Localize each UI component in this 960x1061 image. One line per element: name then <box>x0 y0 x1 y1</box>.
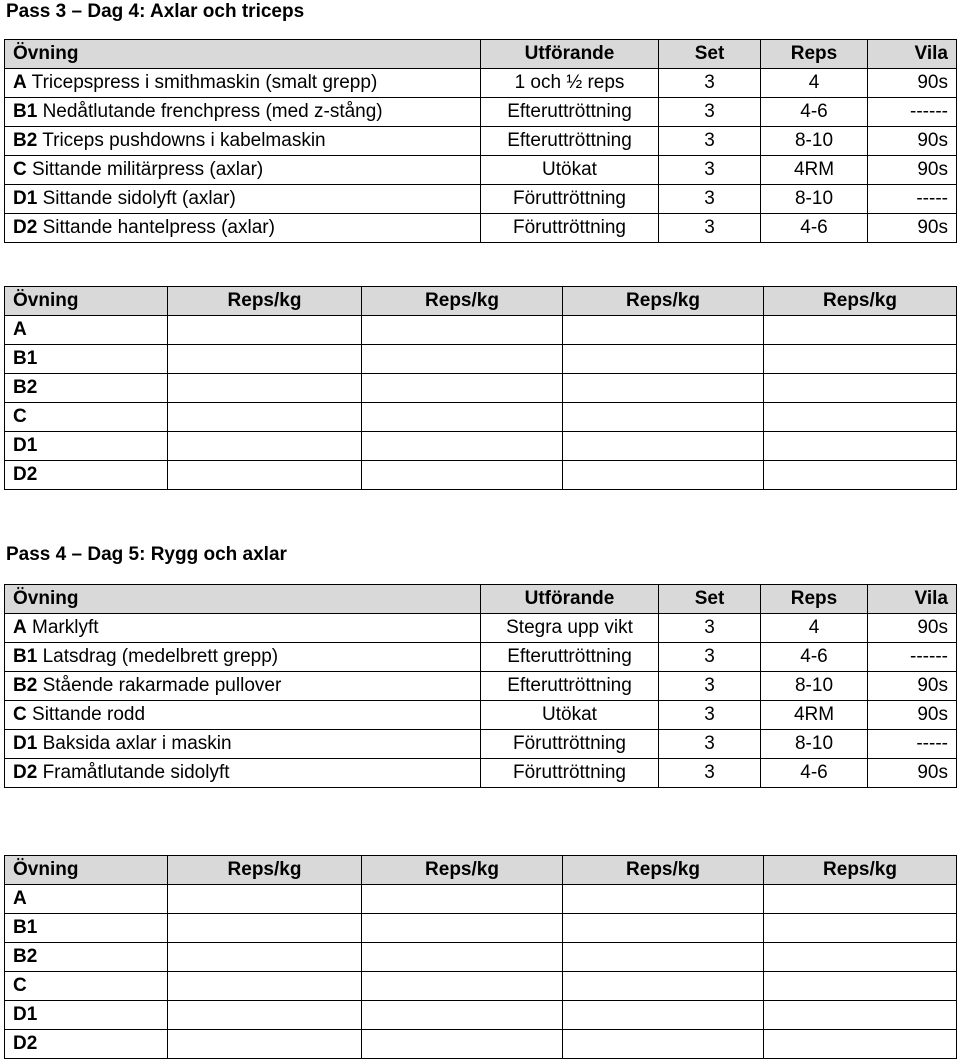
header-exercise: Övning <box>5 856 168 885</box>
log-cell[interactable] <box>764 345 957 374</box>
exercise-code: B1 <box>5 345 168 374</box>
exercise-cell <box>5 69 481 98</box>
log-cell[interactable] <box>168 1030 362 1059</box>
table-header-row <box>5 585 957 614</box>
exercise-cell <box>5 672 481 701</box>
reps-cell: 8-10 <box>761 127 868 156</box>
method-cell: Efteruttröttning <box>481 98 659 127</box>
exercise-name: Triceps pushdowns i kabelmaskin <box>42 130 326 151</box>
exercise-cell <box>5 759 481 788</box>
header-reps-kg: Reps/kg <box>168 287 362 316</box>
sets-cell: 3 <box>659 730 761 759</box>
exercise-code: D2 <box>5 1030 168 1059</box>
exercise-code: B2 <box>5 943 168 972</box>
log-cell[interactable] <box>563 374 764 403</box>
method-cell: Föruttröttning <box>481 185 659 214</box>
exercise-name: Sittande sidolyft (axlar) <box>42 188 236 209</box>
log-cell[interactable] <box>362 316 563 345</box>
table-row <box>5 461 957 490</box>
header-rest: Vila <box>868 585 957 614</box>
header-method: Utförande <box>481 40 659 69</box>
pass3-log-table <box>4 286 957 490</box>
reps-cell: 4 <box>761 614 868 643</box>
log-cell[interactable] <box>563 885 764 914</box>
sets-cell: 3 <box>659 614 761 643</box>
sets-cell: 3 <box>659 98 761 127</box>
method-cell: 1 och ½ reps <box>481 69 659 98</box>
exercise-name: Stående rakarmade pullover <box>42 675 282 696</box>
log-cell[interactable] <box>168 374 362 403</box>
exercise-name: Framåtlutande sidolyft <box>42 762 230 783</box>
table-row <box>5 701 957 730</box>
exercise-code: D2 <box>5 461 168 490</box>
exercise-name: Marklyft <box>32 617 99 638</box>
log-cell[interactable] <box>362 914 563 943</box>
log-cell[interactable] <box>563 972 764 1001</box>
header-rest: Vila <box>868 40 957 69</box>
exercise-code: D1 <box>5 1001 168 1030</box>
sets-cell: 3 <box>659 701 761 730</box>
log-cell[interactable] <box>168 403 362 432</box>
log-cell[interactable] <box>764 972 957 1001</box>
rest-cell: ----- <box>868 185 957 214</box>
table-row <box>5 403 957 432</box>
log-cell[interactable] <box>764 461 957 490</box>
rest-cell: ----- <box>868 730 957 759</box>
exercise-code: C <box>13 704 27 725</box>
method-cell: Efteruttröttning <box>481 643 659 672</box>
table-row <box>5 759 957 788</box>
exercise-code: D1 <box>13 188 38 209</box>
log-cell[interactable] <box>168 885 362 914</box>
table-row <box>5 127 957 156</box>
table-row <box>5 374 957 403</box>
header-exercise: Övning <box>5 40 481 69</box>
method-cell: Föruttröttning <box>481 214 659 243</box>
log-cell[interactable] <box>168 914 362 943</box>
reps-cell: 4-6 <box>761 214 868 243</box>
exercise-code: B2 <box>13 130 38 151</box>
exercise-code: D1 <box>13 733 38 754</box>
log-cell[interactable] <box>168 972 362 1001</box>
header-reps-kg: Reps/kg <box>362 856 563 885</box>
reps-cell: 8-10 <box>761 185 868 214</box>
table-row <box>5 972 957 1001</box>
sets-cell: 3 <box>659 672 761 701</box>
table-row <box>5 672 957 701</box>
exercise-code: B1 <box>13 101 38 122</box>
pass3-exercise-table <box>4 39 957 243</box>
exercise-name: Tricepspress i smithmaskin (smalt grepp) <box>31 72 378 93</box>
exercise-code: D2 <box>13 762 38 783</box>
rest-cell: ------ <box>868 98 957 127</box>
header-exercise: Övning <box>5 585 481 614</box>
header-method: Utförande <box>481 585 659 614</box>
exercise-code: B2 <box>5 374 168 403</box>
log-cell[interactable] <box>563 461 764 490</box>
header-sets: Set <box>659 40 761 69</box>
table-row <box>5 214 957 243</box>
log-cell[interactable] <box>168 345 362 374</box>
exercise-cell <box>5 701 481 730</box>
log-cell[interactable] <box>563 943 764 972</box>
table-row <box>5 345 957 374</box>
log-cell[interactable] <box>362 432 563 461</box>
header-reps: Reps <box>761 40 868 69</box>
log-cell[interactable] <box>362 885 563 914</box>
rest-cell: 90s <box>868 127 957 156</box>
reps-cell: 4RM <box>761 701 868 730</box>
header-reps-kg: Reps/kg <box>764 287 957 316</box>
log-cell[interactable] <box>764 1001 957 1030</box>
log-cell[interactable] <box>563 316 764 345</box>
rest-cell: 90s <box>868 672 957 701</box>
exercise-name: Nedåtlutande frenchpress (med z-stång) <box>42 101 383 122</box>
exercise-code: D1 <box>5 432 168 461</box>
exercise-code: C <box>5 403 168 432</box>
header-reps-kg: Reps/kg <box>764 856 957 885</box>
log-cell[interactable] <box>168 432 362 461</box>
rest-cell: 90s <box>868 156 957 185</box>
log-cell[interactable] <box>168 461 362 490</box>
exercise-cell <box>5 185 481 214</box>
sets-cell: 3 <box>659 759 761 788</box>
header-sets: Set <box>659 585 761 614</box>
table-row <box>5 316 957 345</box>
table-row <box>5 643 957 672</box>
exercise-code: B2 <box>13 675 38 696</box>
reps-cell: 4 <box>761 69 868 98</box>
log-cell[interactable] <box>563 432 764 461</box>
method-cell: Utökat <box>481 701 659 730</box>
pass4-exercise-table <box>4 584 957 788</box>
table-header-row <box>5 40 957 69</box>
table-row <box>5 730 957 759</box>
exercise-cell <box>5 98 481 127</box>
table-row <box>5 185 957 214</box>
log-cell[interactable] <box>362 1001 563 1030</box>
rest-cell: 90s <box>868 701 957 730</box>
table-row <box>5 1001 957 1030</box>
exercise-cell <box>5 643 481 672</box>
log-cell[interactable] <box>563 345 764 374</box>
exercise-code: A <box>13 617 27 638</box>
exercise-code: A <box>5 316 168 345</box>
log-cell[interactable] <box>362 345 563 374</box>
table-header-row <box>5 287 957 316</box>
log-cell[interactable] <box>563 1030 764 1059</box>
log-cell[interactable] <box>168 943 362 972</box>
rest-cell: 90s <box>868 69 957 98</box>
pass4-log-table <box>4 855 957 1059</box>
exercise-code: A <box>13 72 27 93</box>
exercise-code: B1 <box>5 914 168 943</box>
log-cell[interactable] <box>764 374 957 403</box>
log-cell[interactable] <box>168 1001 362 1030</box>
sets-cell: 3 <box>659 69 761 98</box>
table-row <box>5 914 957 943</box>
method-cell: Föruttröttning <box>481 759 659 788</box>
exercise-cell <box>5 214 481 243</box>
log-cell[interactable] <box>362 403 563 432</box>
log-cell[interactable] <box>563 914 764 943</box>
table-header-row <box>5 856 957 885</box>
log-cell[interactable] <box>764 432 957 461</box>
exercise-code: B1 <box>13 646 38 667</box>
log-cell[interactable] <box>764 885 957 914</box>
sets-cell: 3 <box>659 185 761 214</box>
method-cell: Föruttröttning <box>481 730 659 759</box>
exercise-code: A <box>5 885 168 914</box>
reps-cell: 8-10 <box>761 672 868 701</box>
exercise-cell <box>5 614 481 643</box>
log-cell[interactable] <box>362 374 563 403</box>
table-row <box>5 98 957 127</box>
exercise-cell <box>5 156 481 185</box>
rest-cell: 90s <box>868 214 957 243</box>
rest-cell: ------ <box>868 643 957 672</box>
header-reps-kg: Reps/kg <box>563 287 764 316</box>
header-reps: Reps <box>761 585 868 614</box>
pass4-title: Pass 4 – Dag 5: Rygg och axlar <box>6 544 287 565</box>
table-row <box>5 156 957 185</box>
header-reps-kg: Reps/kg <box>362 287 563 316</box>
table-row <box>5 885 957 914</box>
header-reps-kg: Reps/kg <box>563 856 764 885</box>
header-exercise: Övning <box>5 287 168 316</box>
method-cell: Stegra upp vikt <box>481 614 659 643</box>
reps-cell: 8-10 <box>761 730 868 759</box>
log-cell[interactable] <box>764 1030 957 1059</box>
log-cell[interactable] <box>362 1030 563 1059</box>
rest-cell: 90s <box>868 614 957 643</box>
log-cell[interactable] <box>563 1001 764 1030</box>
method-cell: Utökat <box>481 156 659 185</box>
exercise-cell <box>5 127 481 156</box>
table-row <box>5 432 957 461</box>
log-cell[interactable] <box>764 403 957 432</box>
rest-cell: 90s <box>868 759 957 788</box>
log-cell[interactable] <box>563 403 764 432</box>
table-row <box>5 69 957 98</box>
exercise-cell <box>5 730 481 759</box>
method-cell: Efteruttröttning <box>481 672 659 701</box>
header-reps-kg: Reps/kg <box>168 856 362 885</box>
reps-cell: 4RM <box>761 156 868 185</box>
log-cell[interactable] <box>764 914 957 943</box>
reps-cell: 4-6 <box>761 643 868 672</box>
sets-cell: 3 <box>659 156 761 185</box>
log-cell[interactable] <box>362 461 563 490</box>
reps-cell: 4-6 <box>761 98 868 127</box>
log-cell[interactable] <box>764 943 957 972</box>
table-row <box>5 943 957 972</box>
sets-cell: 3 <box>659 214 761 243</box>
table-row <box>5 614 957 643</box>
method-cell: Efteruttröttning <box>481 127 659 156</box>
exercise-name: Latsdrag (medelbrett grepp) <box>42 646 279 667</box>
log-cell[interactable] <box>362 943 563 972</box>
sets-cell: 3 <box>659 127 761 156</box>
exercise-name: Sittande militärpress (axlar) <box>32 159 264 180</box>
exercise-name: Sittande rodd <box>32 704 146 725</box>
log-cell[interactable] <box>362 972 563 1001</box>
exercise-code: D2 <box>13 217 38 238</box>
log-cell[interactable] <box>168 316 362 345</box>
sets-cell: 3 <box>659 643 761 672</box>
exercise-name: Sittande hantelpress (axlar) <box>42 217 275 238</box>
pass3-title: Pass 3 – Dag 4: Axlar och triceps <box>6 1 305 22</box>
reps-cell: 4-6 <box>761 759 868 788</box>
log-cell[interactable] <box>764 316 957 345</box>
exercise-name: Baksida axlar i maskin <box>42 733 232 754</box>
exercise-code: C <box>13 159 27 180</box>
table-row <box>5 1030 957 1059</box>
exercise-code: C <box>5 972 168 1001</box>
